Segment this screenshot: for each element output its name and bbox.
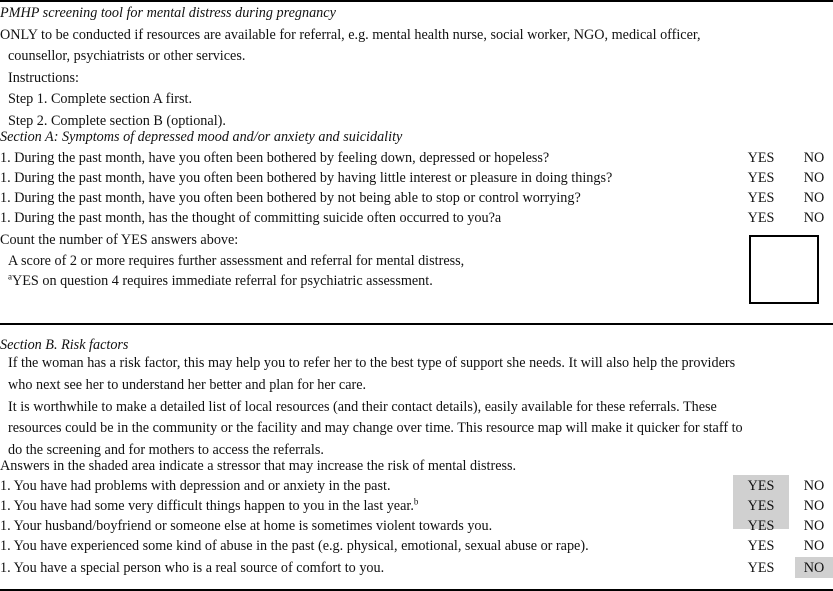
footnote-marker: b [413,496,419,507]
para-line: resources could be in the community or the facility and may change over time. This resource map will make it quicker for staff to [8,420,743,436]
yes-option[interactable]: YES [747,560,775,576]
yes-option[interactable]: YES [747,498,775,514]
para-line: If the woman has a risk factor, this may help you to refer her to the best type of support she needs. It will also help the providers [8,355,736,371]
count-label: Count the number of YES answers above: [0,232,239,248]
yes-option[interactable]: YES [747,478,775,494]
question-a3: 1. During the past month, have you often been bothered by not being able to stop or control worrying? [0,190,581,206]
question-b2-text: 1. You have had some very difficult things happen to you in the last year. [0,498,414,514]
para-line: who next see her to understand her better and plan for her care. [8,377,367,393]
yes-option[interactable]: YES [747,538,775,554]
no-option[interactable]: NO [803,518,825,534]
section-b-heading: Section B. Risk factors [0,337,129,353]
score-box[interactable] [749,235,819,304]
yes-option[interactable]: YES [747,518,775,534]
yes-option[interactable]: YES [747,150,775,166]
question-a4: 1. During the past month, has the thought of committing suicide often occurred to you?a [0,210,502,226]
yes-option[interactable]: YES [747,190,775,206]
section-divider [0,323,833,325]
no-option[interactable]: NO [803,210,825,226]
yes-option[interactable]: YES [747,170,775,186]
no-option[interactable]: NO [803,560,825,576]
top-rule [0,0,833,2]
no-option[interactable]: NO [803,190,825,206]
question-b4: 1. You have experienced some kind of abuse in the past (e.g. physical, emotional, sexual abuse or rape). [0,538,589,554]
question-b5: 1. You have a special person who is a real source of comfort to you. [0,560,385,576]
question-a1: 1. During the past month, have you often been bothered by feeling down, depressed or hopeless? [0,150,550,166]
no-option[interactable]: NO [803,538,825,554]
instructions-label: Instructions: [8,70,79,86]
no-option[interactable]: NO [803,150,825,166]
shaded-note: Answers in the shaded area indicate a stressor that may increase the risk of mental distress. [0,458,517,474]
no-option[interactable]: NO [803,170,825,186]
question-b2 [0,497,418,515]
suicide-note [8,272,433,290]
intro-line: counsellor, psychiatrists or other services. [8,48,246,64]
tool-title: PMHP screening tool for mental distress during pregnancy [0,5,336,21]
yes-option[interactable]: YES [747,210,775,226]
instruction-step: Step 2. Complete section B (optional). [8,113,226,129]
footnote-marker: a [8,271,12,282]
section-a-heading: Section A: Symptoms of depressed mood and/or anxiety and suicidality [0,129,403,145]
para-line: do the screening and for mothers to access the referrals. [8,442,324,458]
intro-line: ONLY to be conducted if resources are available for referral, e.g. mental health nurse, social worker, NGO, medical officer, [0,27,701,43]
suicide-note-text: YES on question 4 requires immediate referral for psychiatric assessment. [12,273,433,289]
score-note: A score of 2 or more requires further assessment and referral for mental distress, [8,253,465,269]
question-a2: 1. During the past month, have you often been bothered by having little interest or pleasure in doing things? [0,170,613,186]
para-line: It is worthwhile to make a detailed list of local resources (and their contact details), easily available for these referrals. These [8,399,717,415]
question-b1: 1. You have had problems with depression and or anxiety in the past. [0,478,391,494]
no-option[interactable]: NO [803,478,825,494]
question-b3: 1. Your husband/boyfriend or someone else at home is sometimes violent towards you. [0,518,493,534]
instruction-step: Step 1. Complete section A first. [8,91,193,107]
no-option[interactable]: NO [803,498,825,514]
